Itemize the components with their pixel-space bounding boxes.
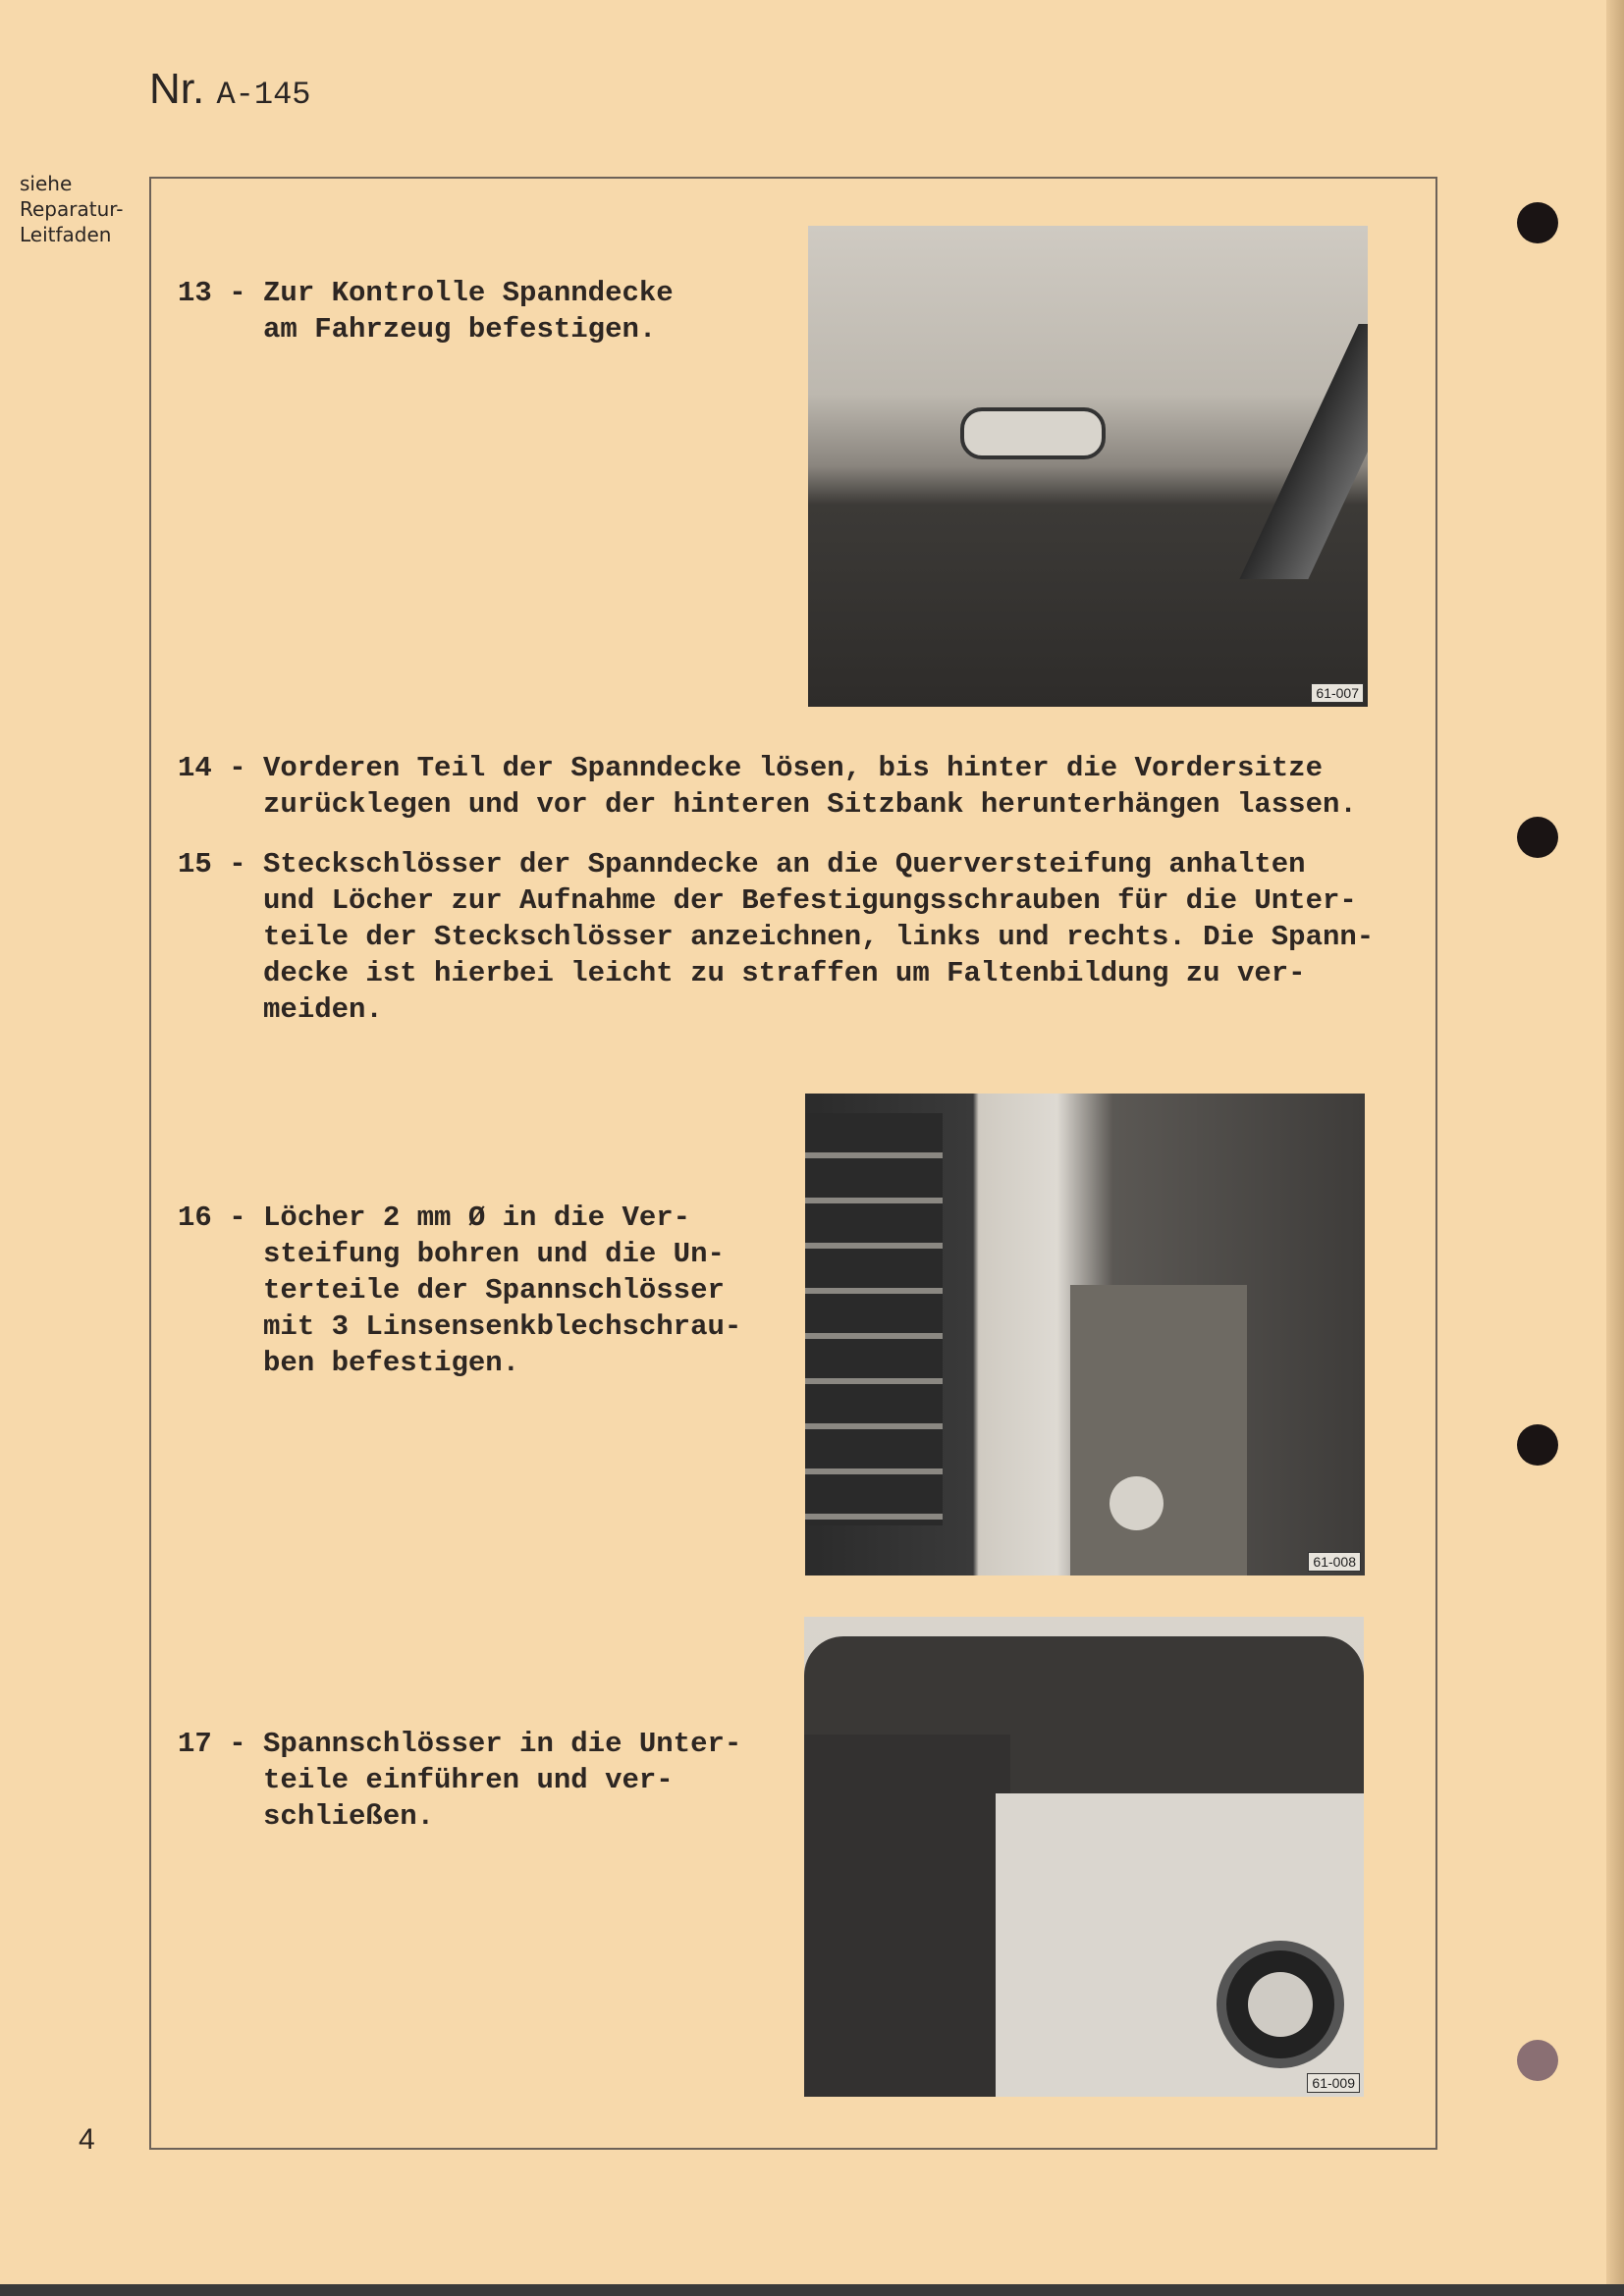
punch-hole: [1517, 202, 1558, 243]
side-note-line: Leitfaden: [20, 223, 112, 246]
photo-label: 61-008: [1308, 1552, 1361, 1572]
side-note: [20, 171, 123, 247]
door-panel: [805, 1113, 943, 1525]
punch-hole: [1517, 817, 1558, 858]
page-edge-right: [1606, 0, 1624, 2296]
lock-part: [1110, 1476, 1164, 1530]
photo-windshield-tonneau: [808, 226, 1368, 707]
page-edge-bottom: [0, 2284, 1624, 2296]
photo-door-seat-lock: [805, 1094, 1365, 1575]
hubcap: [1248, 1972, 1313, 2037]
rearview-mirror: [960, 407, 1106, 459]
page-number: 4: [79, 2123, 95, 2156]
document-number-prefix: Nr.: [149, 65, 205, 113]
document-number: [149, 65, 310, 114]
tonneau-cover-hanging: [804, 1735, 1010, 2097]
photo-label: 61-007: [1311, 683, 1364, 703]
step-17: 17 - Spannschlösser in die Unter- teile einführen und ver- schließen.: [178, 1728, 742, 1833]
punch-hole: [1517, 2040, 1558, 2081]
side-note-line: Reparatur-: [20, 197, 124, 221]
carpet: [1070, 1285, 1247, 1575]
document-number-value: A-145: [216, 77, 311, 113]
photo-label: 61-009: [1307, 2073, 1360, 2093]
step-13: 13 - Zur Kontrolle Spanndecke am Fahrzeug befestigen.: [178, 277, 674, 346]
photo-car-tonneau-cover: [804, 1617, 1364, 2097]
wheel: [1217, 1941, 1344, 2068]
punch-hole: [1517, 1424, 1558, 1466]
step-15: 15 - Steckschlösser der Spanndecke an die Querversteifung anhalten und Löcher zur Aufnahme der Befestigungsschrauben für die Unter- teile der Steckschlösser anzeichnen, links und rechts. Die Spann- decke ist hierbei leicht zu straffen um Faltenbildung zu ver- meiden.: [178, 848, 1375, 1026]
step-16: 16 - Löcher 2 mm Ø in die Ver- steifung bohren und die Un- terteile der Spannschlösser mit 3 Linsensenkblechschrau- ben befestigen.: [178, 1201, 742, 1379]
windshield-pillar: [1239, 324, 1368, 579]
side-note-line: siehe: [20, 172, 73, 195]
step-14: 14 - Vorderen Teil der Spanndecke lösen, bis hinter die Vordersitze zurücklegen und vor der hinteren Sitzbank herunterhängen lassen.: [178, 752, 1357, 821]
